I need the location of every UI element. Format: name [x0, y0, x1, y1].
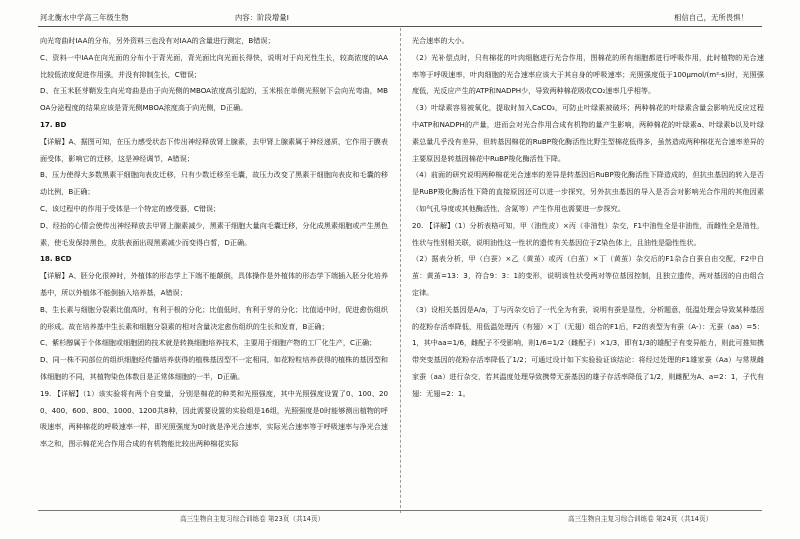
paragraph: （2）光补偿点时，只有棉花的叶肉细胞进行光合作用，图棉花的所有细胞都进行呼吸作用，此时植物的光合速率等于呼吸速率，叶肉细胞的光合速率应该大于其自身的呼吸速率；光照强度低于100μmol/(m²·s)时，光照强度低，光反应产生的ATP和NADPH少，导致两种棉花吸收CO₂速率几乎相等。 [412, 52, 764, 96]
page-header [0, 0, 800, 30]
paragraph: 18. BCD [40, 254, 72, 264]
footer-left: 高三生物自主复习综合训练卷 第23页（共14页） [180, 515, 325, 523]
paragraph: D、在玉米胚芽鞘发生向光弯曲是由于向光侧的MBOA浓度高引起的，玉米根在单侧光照射下会向光弯曲，MBOA分泌程度的结果应该是背光侧MBOA浓度高于向光侧，D正确。 [40, 86, 388, 113]
paragraph: B、压力使得大多数黑素干细胞向表皮迁移，只有少数迁移至毛囊，故压力改变了黑素干细胞向表皮和毛囊的移动比例，B正确； [40, 170, 388, 197]
header-rule [38, 26, 762, 27]
paragraph: （2）据表分析，甲（白蚕）×乙（黄茧）或丙（白茧）×丁（黄茧）杂交后的F1杂合白蚕自由交配，F2中白茧：黄茧=13：3，符合9：3：1的变形，说明该性状受两对等位基因控制，且独立遗传，两对基因的自由组合定律。 [412, 254, 764, 297]
slogan: 相信自己，无所畏惧！ [674, 13, 748, 22]
footer-right: 高三生物自主复习综合训练卷 第24页（共14页） [568, 515, 713, 523]
paragraph: D、同一株不同部位的组织细胞经传播培养获得的植株基因型不一定相同，如花粉粒培养获得的植株的基因型和体细胞的不同，其植物染色体数目是正常体细胞的一半，D正确。 [40, 355, 388, 381]
left-column [40, 33, 388, 508]
paragraph: C、资料一中IAA在向光面的分布小于背光面，背光面比向光面长得快，说明对于向光性生长，较高浓度的IAA比较低浓度促进作用强，并没有抑制生长，C错误； [40, 52, 388, 79]
paragraph: 19. 【详解】（1）该实验将有两个自变量，分别是棉花的种类和光照强度，其中光照强度设置了0、100、200、400、600、800、1000、1200共8种，因此需要设置的实验组是16组，光照强度是0时能够测出植物的呼吸速率，两种棉花的呼吸速率一样，即光照强度为0时就是净光合速率，实际光合速率等于呼吸速率与净光合速率之和，图示棉花光合作用合成的有机物能比较出两种棉花实际 [40, 388, 388, 449]
paragraph: 光合速率的大小。 [412, 36, 469, 45]
paragraph: （4）前面的研究说明两种棉花光合速率的差异是转基因后RuBP羧化酶活性下降造成的，但抗虫基因的转入是否是RuBP羧化酶活性下降的直接原因还可以进一步探究，另外抗虫基因的导入是否会对影响光合作用的其他因素（如气孔导度或其他酶活性、含氮等）产生作用也需要进一步探究。 [412, 170, 764, 213]
column-divider [400, 28, 401, 513]
right-column [412, 33, 764, 508]
content-title: 内容：阶段增量Ⅰ [235, 13, 290, 22]
school-name: 河北衡水中学高三年级生物 [40, 13, 129, 22]
paragraph: 向光弯曲时IAA的分布，另外资料三也没有对IAA的含量进行测定，B错误； [40, 36, 275, 45]
paragraph: 【详解】A、据图可知，在压力感受状态下传出神经释放肾上腺素，去甲肾上腺素属于神经递质，它作用于膜表面受体，影响它的迁移，这是神经调节，A错误； [40, 136, 388, 163]
paragraph: 20. 【详解】（1）分析表格可知，甲（油性皮）×丙（非油性）杂交，F1中油性全是非油性，而雌性全是油性，性状与性别相关联，说明油性这一性状的遗传有关基因位于Z染色体上，且油性是隐性性状。 [412, 220, 764, 247]
paragraph: C、该过程中的作用于受体是一个特定的感受器，C错误； [40, 203, 221, 213]
paragraph: D、经抬的心情会使传出神经释放去甲肾上腺素减少，黑素干细胞大量向毛囊迁移，分化成黑素细胞或产生黑色素，使毛发保持黑色，皮肤表面出现黑素减少而变得白皙，D正确。 [40, 220, 388, 247]
paragraph: （3）叶绿素容易被氧化，提取时加入CaCO₃，可防止叶绿素被破坏；两种棉花的叶绿素含量会影响光反应过程中ATP和NADPH的产量，进而会对光合作用合成有机物的量产生影响，两种棉花的叶绿素a、叶绿素b以及叶绿素总量几乎没有差异，但转基因棉花的RuBP羧化酶活性比野生型棉花低得多，虽然造成两种棉花光合速率差异的主要原因是转基因棉花中RuBP羧化酶活性下降。 [412, 103, 764, 163]
paragraph: 17. BD [40, 119, 67, 129]
paragraph: B、生长素与细胞分裂素比值高时，有利于根的分化；比值低时，有利于芽的分化；比值适中时，促进愈伤组织的形成。故在培养基中生长素和细胞分裂素的相对含量决定愈伤组织的生长和发育，B正确； [40, 304, 388, 331]
paragraph: C、紫杉醇属于个体细胞或细胞团的技术就是转换细胞培养技术，主要用于细胞产物的工厂化生产，C正确； [40, 338, 377, 348]
paragraph: 【详解】A、胚分化很神时，外植体的形态学上下端不能颠倒，具体操作是外植体的形态学下端插入胚分化培养基中，所以外植体不能倒插入培养基，A错误； [40, 271, 388, 297]
paragraph: （3）设相关基因是A/a，丁与丙杂交后了一代全为有蚕，说明有蚕是显性，分析题意，低温处理会导致某种基因的花粉存活率降低，用低温处理丙（有翅）×丁（无翅）组合的F1后，F2的表型为有蚕（A-）：无蚕（aa）=5：1，其中aa=1/6，雌配子不受影响，则1/6=1/2（雌配子）×1/3，即有1/3的雄配子有变异能力，则此可推知携带突变基因的花粉存活率降低了1/2；可通过设计如下实验验证该结论：将经过处理的F1雄家蚕（Aa）与常规雌家蚕（aa）进行杂交，若其温度处理导致携带无蚕基因的雄子存活率降低了1/2，则雌配为A、a=2：1，子代有翅：无翅=2：1。 [412, 304, 764, 398]
footer-rule [38, 510, 762, 511]
